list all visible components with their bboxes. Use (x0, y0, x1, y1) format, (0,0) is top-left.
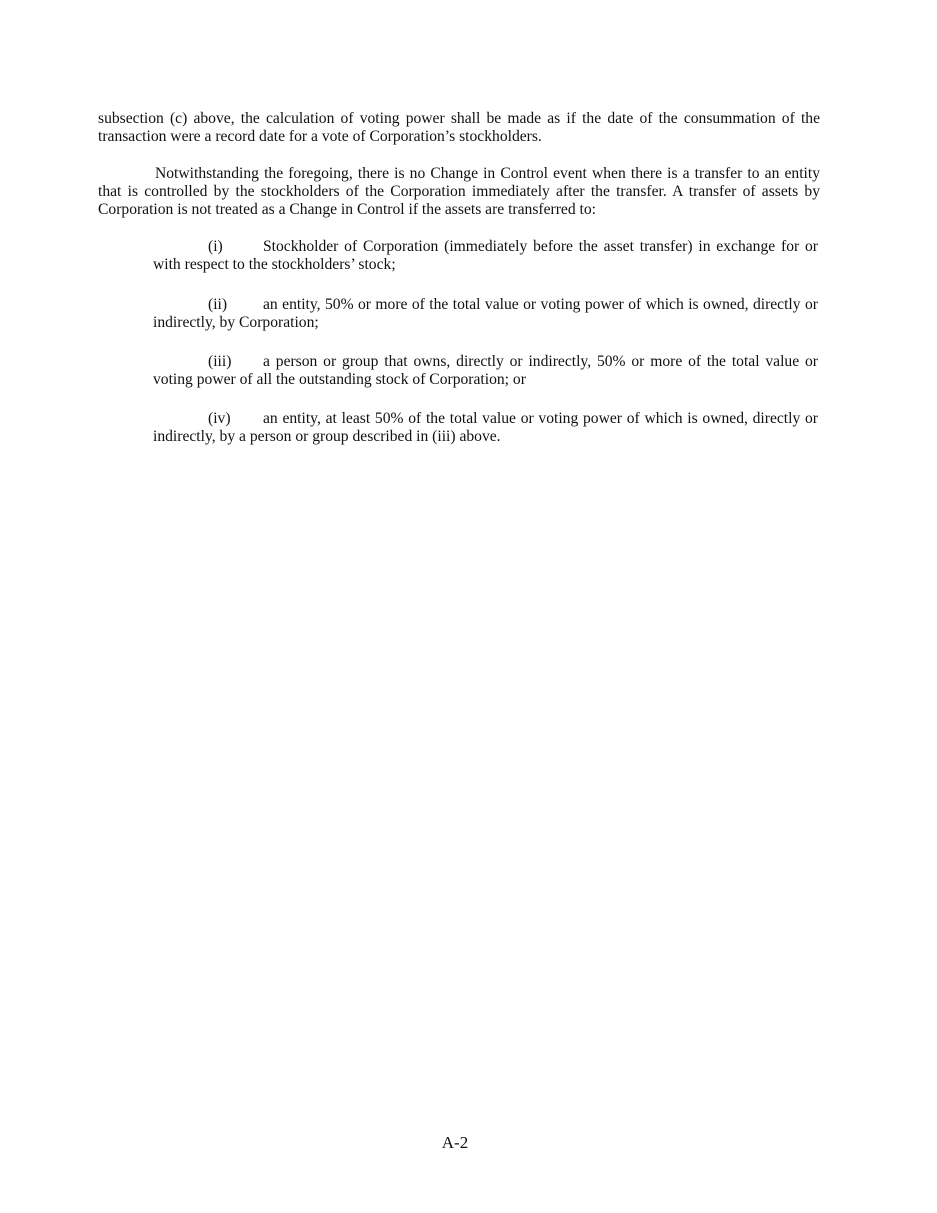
list-item-text: a person or group that owns, directly or indirectly, 50% or more of the total value or voting power of all the outstanding stock of Corporation; or (153, 353, 818, 388)
list-item-number: (i) (208, 238, 223, 255)
list-item-text: an entity, at least 50% of the total value or voting power of which is owned, directly or indirectly, by a person or group described in (iii) above. (153, 410, 818, 445)
list-item-text: an entity, 50% or more of the total value or voting power of which is owned, directly or indirectly, by Corporation; (153, 296, 818, 331)
paragraph-change-in-control-exception: Notwithstanding the foregoing, there is no Change in Control event when there is a transfer to an entity that is controlled by the stockholders of the Corporation immediately after the transfer. A transfer of assets by Corporation is not treated as a Change in Control if the assets are transferred to: (98, 165, 820, 218)
page-number: A-2 (441, 1133, 469, 1152)
list-item-number: (iv) (208, 410, 231, 427)
paragraph-voting-power-calculation: subsection (c) above, the calculation of voting power shall be made as if the date of the consummation of the transaction were a record date for a vote of Corporation’s stockholders. (98, 110, 820, 145)
list-item-number: (ii) (208, 296, 228, 313)
list-item-number: (iii) (208, 353, 232, 370)
list-item-text: Stockholder of Corporation (immediately before the asset transfer) in exchange for or with respect to the stockholders’ stock; (153, 238, 818, 273)
list-item (153, 296, 818, 332)
list-item (153, 410, 818, 446)
list-item (153, 238, 818, 274)
list-item (153, 353, 818, 389)
